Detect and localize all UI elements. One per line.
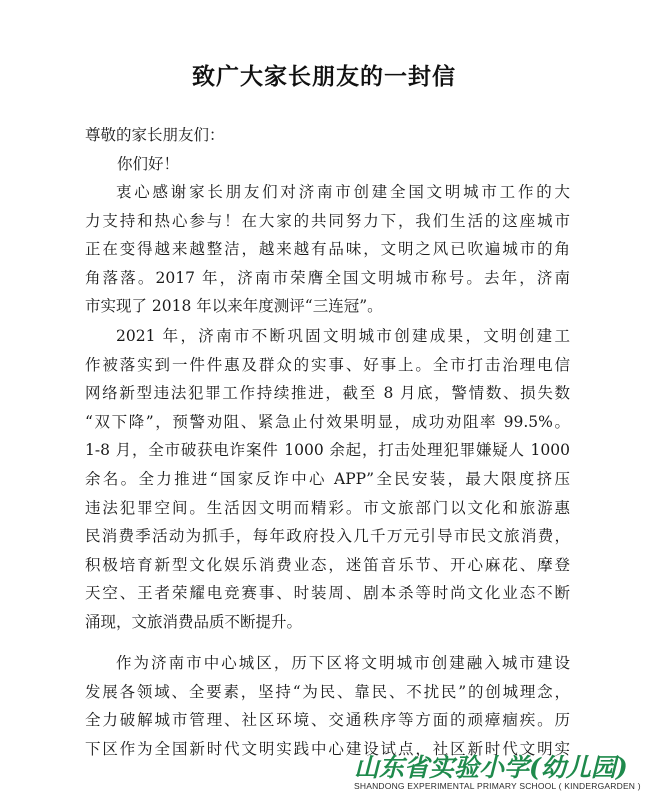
paragraph-line: 2021 年，济南市不断巩固文明城市创建成果，文明创建工 bbox=[116, 327, 570, 345]
salutation: 尊敬的家长朋友们： bbox=[85, 126, 225, 144]
paragraph-line: 作被落实到一件件惠及群众的实事、好事上。全市打击治理电信 bbox=[85, 355, 570, 374]
paragraph-line: 全力破解城市管理、社区环境、交通秩序等方面的顽瘴痼疾。历 bbox=[85, 711, 570, 730]
paragraph-line: 余名。全力推进“国家反诈中心 APP”全民安装，最大限度挤压 bbox=[85, 469, 570, 488]
paragraph-1 bbox=[85, 178, 570, 321]
paragraph-line: 衷心感谢家长朋友们对济南市创建全国文明城市工作的大 bbox=[116, 183, 570, 201]
letter-title: 致广大家长朋友的一封信 bbox=[192, 63, 456, 90]
paragraph-line: 市实现了 2018 年以来年度测评“三连冠”。 bbox=[85, 297, 383, 316]
paragraph-line: 角落落。2017 年，济南市荣膺全国文明城市称号。去年，济南 bbox=[85, 268, 570, 287]
paragraph-3 bbox=[85, 649, 570, 763]
paragraph-line: 发展各领域、全要素，坚持“为民、靠民、不扰民”的创城理念， bbox=[85, 682, 570, 701]
paragraph-line: 天空、王者荣耀电竞赛事、时装周、剧本杀等时尚文化业态不断 bbox=[85, 584, 570, 603]
watermark-school-name-cn: 山东省实验小学(幼儿园) bbox=[354, 753, 628, 782]
watermark-school-name-en: SHANDONG EXPERIMENTAL PRIMARY SCHOOL ( KINDERGARDEN ) bbox=[354, 781, 641, 791]
paragraph-line: 违法犯罪空间。生活因文明而精彩。市文旅部门以文化和旅游惠 bbox=[85, 498, 570, 517]
paragraph-line: “双下降”，预警劝阻、紧急止付效果明显，成功劝阻率 99.5%。 bbox=[85, 412, 570, 431]
paragraph-line: 力支持和热心参与！在大家的共同努力下，我们生活的这座城市 bbox=[85, 211, 570, 230]
paragraph-line: 作为济南市中心城区，历下区将文明城市创建融入城市建设 bbox=[116, 654, 570, 672]
paragraph-2 bbox=[85, 322, 570, 637]
paragraph-line: 民消费季活动为抓手，每年政府投入几千万元引导市民文旅消费， bbox=[85, 527, 570, 546]
paragraph-line: 网络新型违法犯罪工作持续推进，截至 8 月底，警情数、损失数 bbox=[85, 384, 570, 403]
paragraph-line: 1-8 月，全市破获电诈案件 1000 余起，打击处理犯罪嫌疑人 1000 bbox=[85, 441, 570, 460]
paragraph-line: 正在变得越来越整洁，越来越有品味，文明之风已吹遍城市的角 bbox=[85, 240, 570, 259]
school-watermark-logo bbox=[348, 748, 648, 800]
paragraph-line: 涌现，文旅消费品质不断提升。 bbox=[85, 612, 303, 631]
greeting: 你们好！ bbox=[117, 155, 180, 173]
paragraph-line: 下区作为全国新时代文明实践中心建设试点，社区新时代文明实 bbox=[85, 739, 570, 758]
paragraph-line: 积极培育新型文化娱乐消费业态，迷笛音乐节、开心麻花、摩登 bbox=[85, 555, 570, 574]
